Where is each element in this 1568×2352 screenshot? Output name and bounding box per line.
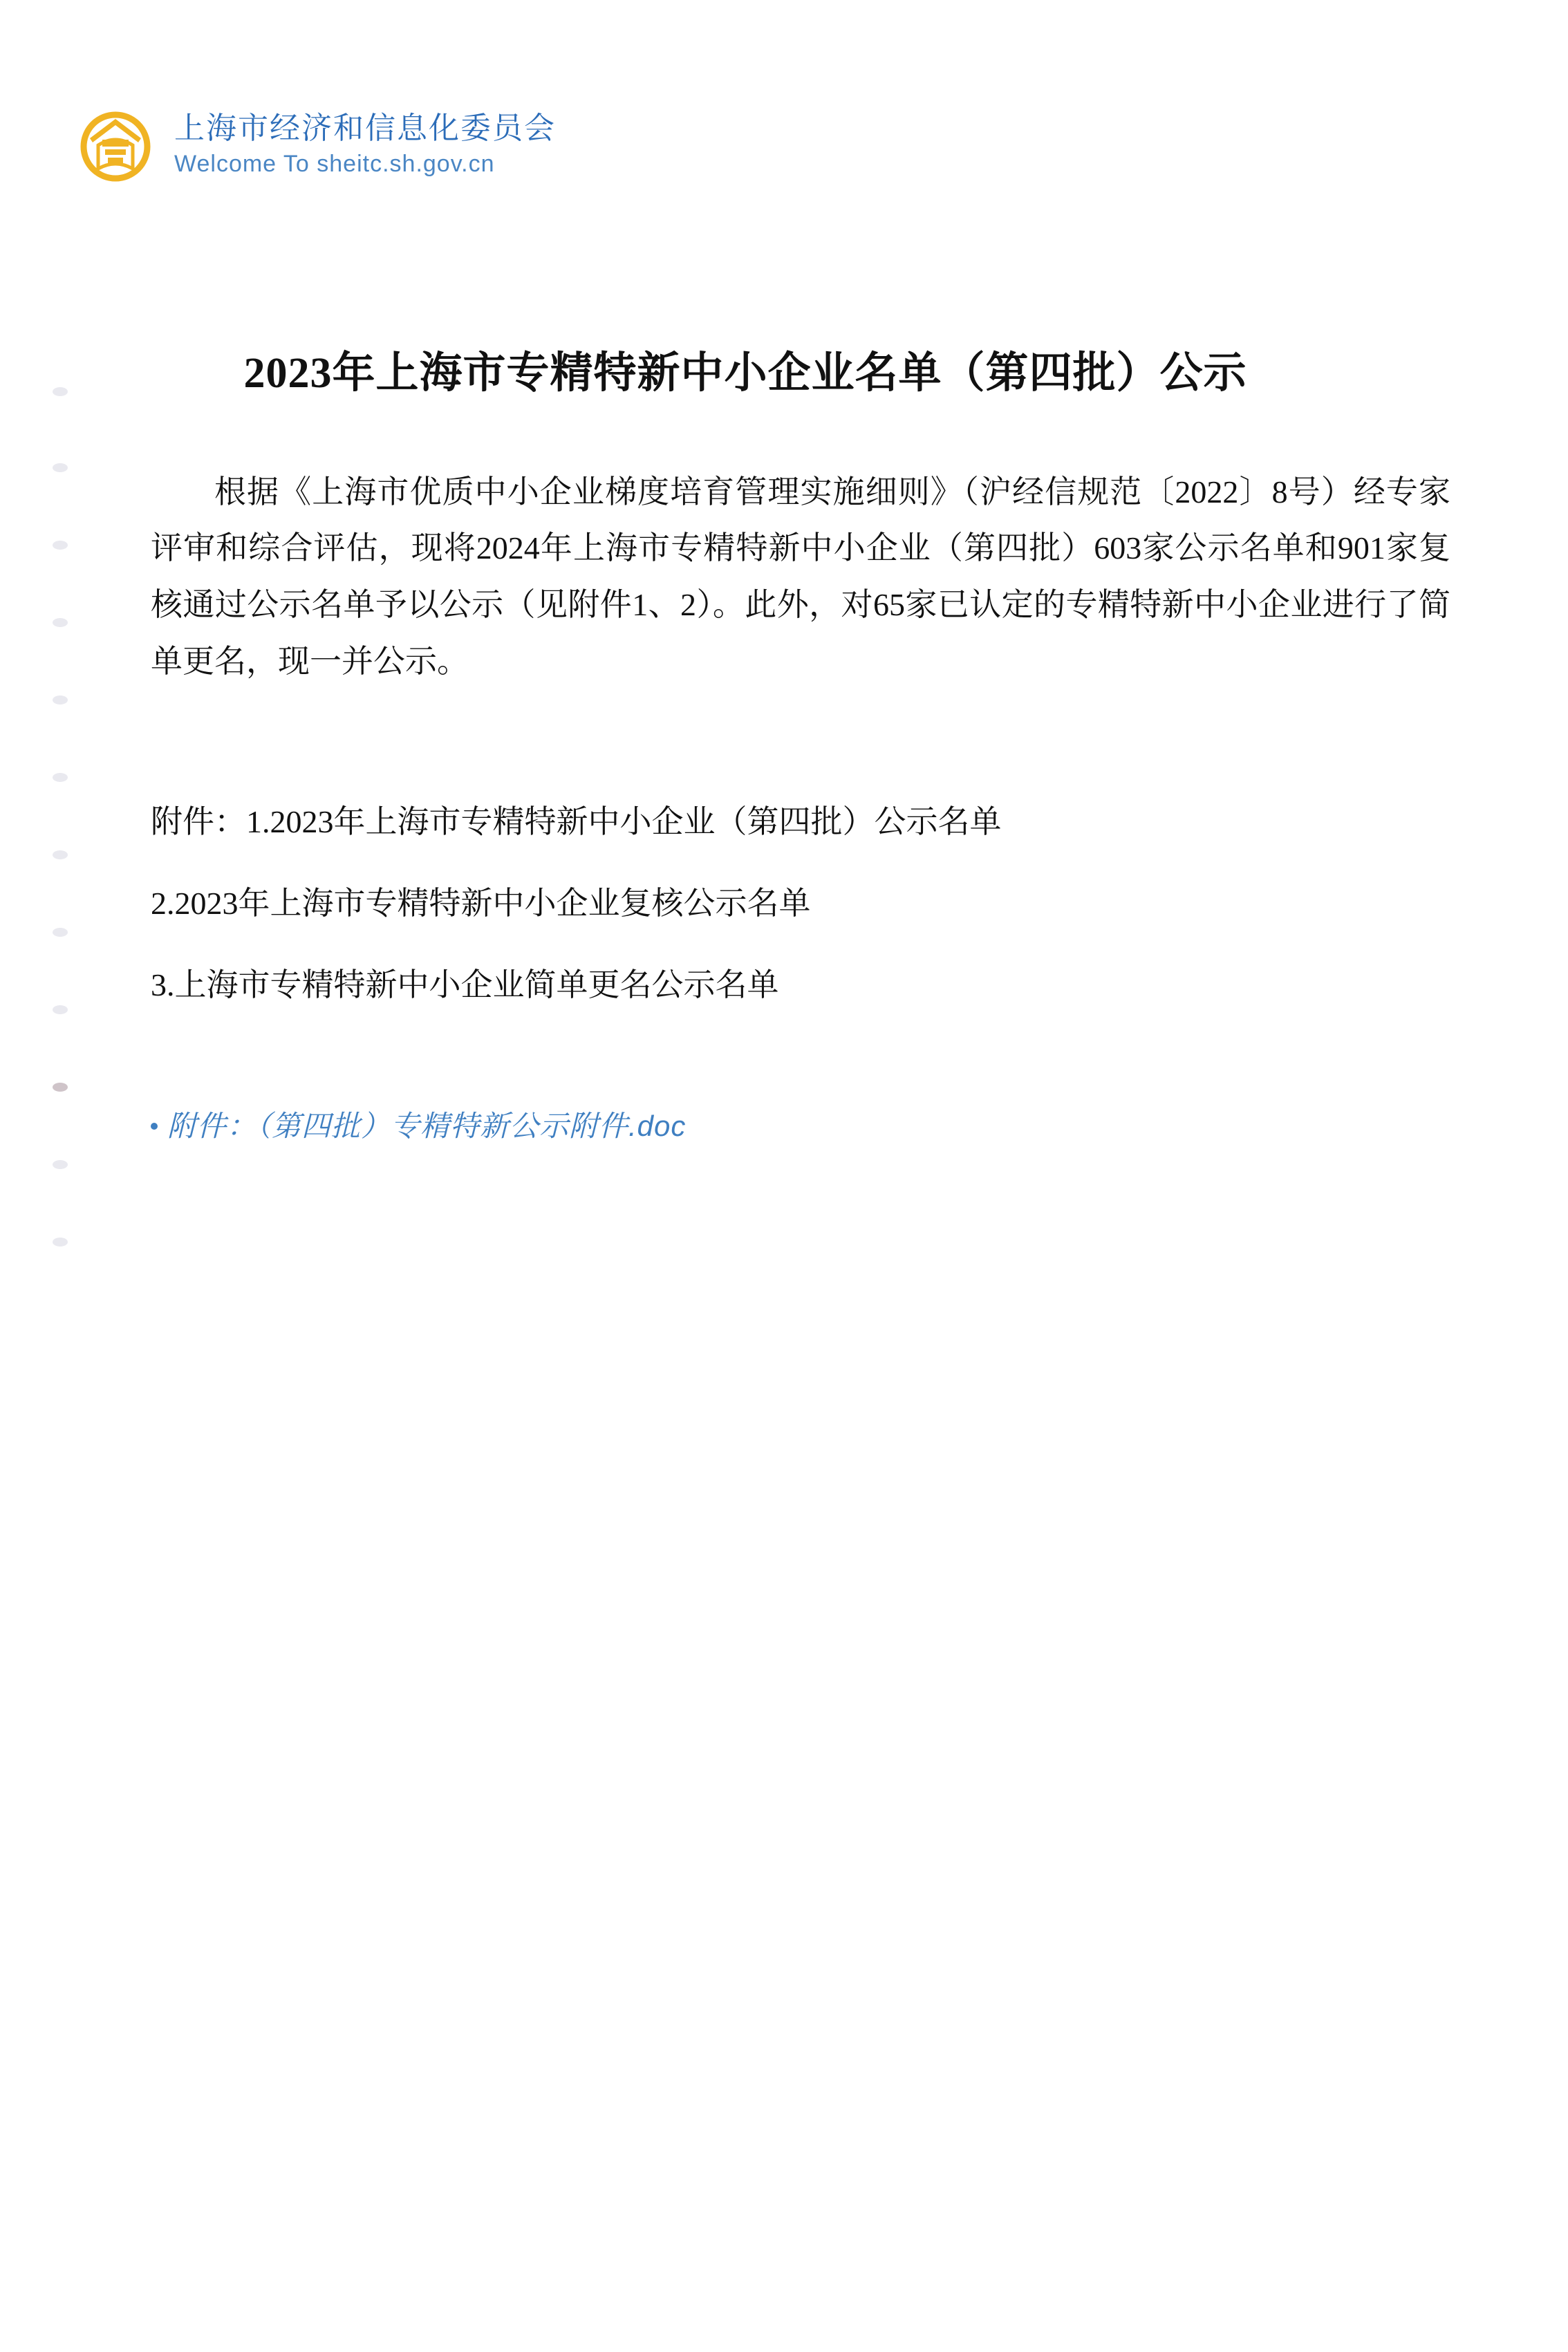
attachment-download-link[interactable]: 附件：（第四批）专精特新公示附件.doc	[167, 1109, 687, 1142]
notice-paragraph: 根据《上海市优质中小企业梯度培育管理实施细则》（沪经信规范〔2022〕8号）经专家评审和综合评估，现将2024年上海市专精特新中小企业（第四批）603家公示名单和901家复核通过公示名单予以公示（见附件1、2）。此外，对65家已认定的专精特新中小企业进行了简单更名，现一并公示。	[151, 474, 1450, 680]
attachment-file-row[interactable]	[75, 1103, 1492, 1145]
attachment-item: 附件：1.2023年上海市专精特新中小企业（第四批）公示名单	[151, 804, 1002, 840]
site-header	[75, 104, 556, 185]
page-title: 2023年上海市专精特新中小企业名单（第四批）公示	[243, 350, 1247, 397]
site-logo-text	[174, 112, 556, 177]
shanghai-emblem-icon	[75, 104, 156, 185]
binding-holes	[53, 387, 71, 1258]
attachment-list	[75, 794, 1492, 1014]
binding-hole	[53, 1005, 68, 1014]
binding-hole	[53, 773, 68, 782]
binding-hole	[53, 1238, 68, 1247]
binding-hole	[53, 463, 68, 472]
binding-hole	[53, 696, 68, 704]
attachment-item: 3.上海市专精特新中小企业简单更名公示名单	[151, 967, 779, 1002]
binding-hole	[53, 618, 68, 627]
site-name-cn: 上海市经济和信息化委员会	[174, 111, 556, 146]
site-name-en: Welcome To sheitc.sh.gov.cn	[174, 150, 495, 177]
document-body	[75, 346, 1492, 1145]
binding-hole	[53, 387, 68, 396]
binding-hole	[53, 1160, 68, 1169]
bullet-icon	[151, 1123, 158, 1130]
attachment-item: 2.2023年上海市专精特新中小企业复核公示名单	[151, 885, 811, 921]
binding-hole	[53, 850, 68, 859]
binding-hole	[53, 928, 68, 937]
binding-hole	[53, 541, 68, 550]
binding-hole	[53, 1083, 68, 1092]
